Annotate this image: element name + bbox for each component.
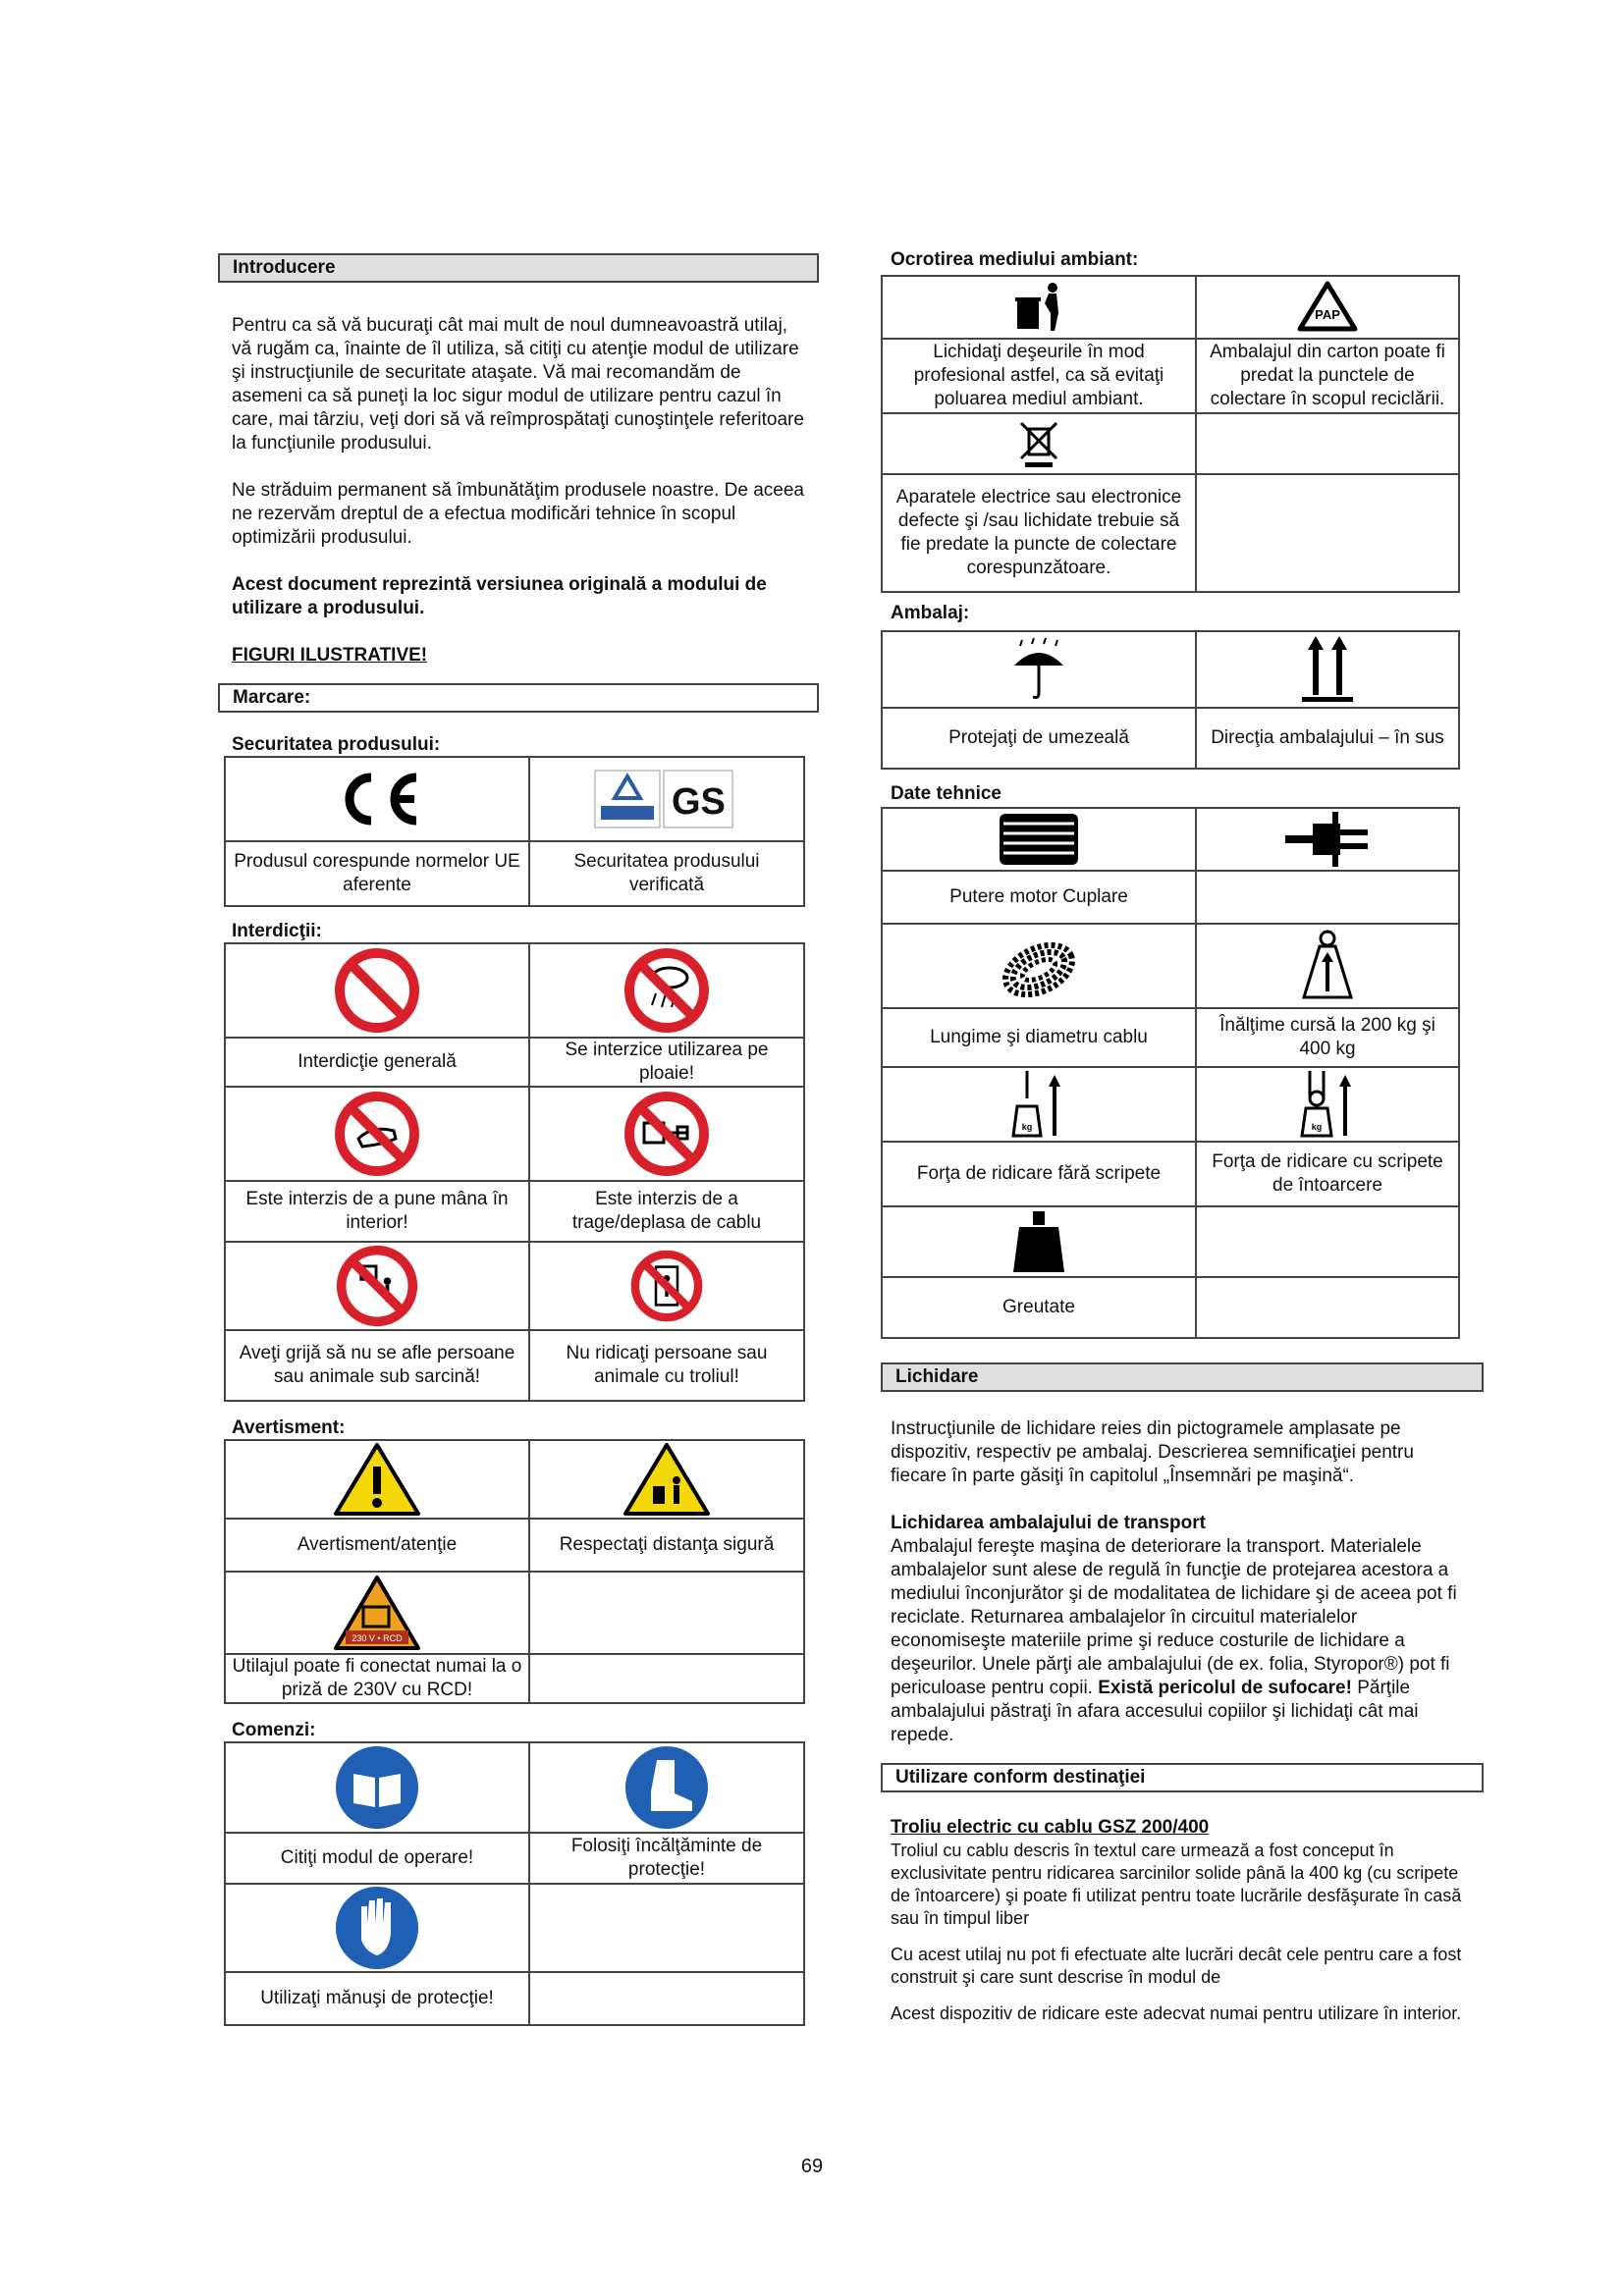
pap-cell [1196,276,1459,339]
left-column [218,253,819,2026]
umbrella-icon [1008,636,1069,703]
empty-cell [1196,1206,1459,1277]
lift-force-pulley-cell [1196,1067,1459,1142]
rcd-warning-cell [225,1572,529,1654]
securitate-title: Securitatea produsului: [232,734,441,755]
lift-height-cell [1196,924,1459,1008]
general-prohibition-label: Interdicţie generală [225,1038,529,1087]
weee-label: Aparatele electrice sau electronice defecte şi /sau lichidate trebuie să fie predate la puncte de colectare corespunzătoare. [882,474,1196,592]
tuv-label: Securitatea produsului verificată [529,841,804,906]
lichidare-header: Lichidare [881,1362,1484,1392]
motor-icon [994,810,1084,869]
plug-cell [1196,808,1459,871]
safe-distance-icon [622,1441,712,1518]
crossed-bin-icon [1017,419,1060,468]
read-manual-cell [225,1742,529,1833]
empty-cell [529,1572,804,1654]
gloves-label: Utilizaţi mănuşi de protecţie! [225,1972,529,2025]
no-persons-under-load-label: Aveţi grijă să nu se afle persoane sau animale sub sarcină! [225,1330,529,1401]
no-hand-cell [225,1087,529,1181]
ambalaj-transport-text-2: Părţile ambalajului păstraţi în afara accesului copiilor şi lichidaţi cât mai repede. [891,1678,1419,1745]
empty-cell [1196,871,1459,924]
no-persons-under-load-cell [225,1242,529,1330]
cable-coil-icon [995,927,1083,1005]
read-manual-label: Citiţi modul de operare! [225,1833,529,1884]
empty-cell [1196,474,1459,592]
lift-height-icon [1298,929,1357,1003]
kg-text: kg [1021,1122,1033,1132]
interdictii-table [224,942,805,1402]
intro-paragraph-1: Pentru ca să vă bucuraţi cât mai mult de noul dumneavoastră utilaj, vă rugăm ca, înainte de îl utiliza, să citiţi cu atenţie modul de utilizare şi instrucţiunile de securitate ataşate. Vă mai recomandăm de asemeni ca să puneţi la loc sigur modul de utilizare pentru cazul în care, mai târziu, veţi dori să vă reîmprospătaţi cunoştinţele referitoare la funcţiunile produsului. [232,315,804,454]
warning-cell [225,1440,529,1519]
rcd-warning-icon [332,1574,422,1652]
pap-label: Ambalajul din carton poate fi predat la punctele de colectare în scopul reciclării. [1196,339,1459,413]
lichidare-paragraph: Instrucţiunile de lichidare reies din pictogramele amplasate pe dispozitiv, respectiv pe ambalaj. Descrierea semnificaţiei pentru fiecare în parte găsiţi în capitolul „Însemnări pe maşină“. [891,1418,1414,1486]
securitate-table [224,756,805,907]
no-pull-cable-icon [623,1090,711,1178]
plug-icon [1283,810,1372,869]
ambalaj-table [881,630,1460,770]
rcd-text: 230 V • RCD [352,1633,403,1643]
lift-height-label: Înălţime cursă la 200 kg şi 400 kg [1196,1008,1459,1067]
page-number: 69 [800,2156,824,2177]
no-pull-cable-cell [529,1087,804,1181]
empty-cell [529,1654,804,1703]
lift-force-pulley-label: Forţa de ridicare cu scripete de întoarcere [1196,1142,1459,1206]
ambalaj-title: Ambalaj: [891,603,970,623]
waste-bin-person-icon [1011,280,1066,335]
empty-cell [1196,413,1459,474]
gloves-cell [225,1884,529,1972]
troliu-paragraph-2: Cu acest utilaj nu pot fi efectuate alte lucrări decât cele pentru care a fost construit şi care sunt descrise în modul de [891,1945,1462,1987]
protective-gloves-icon [334,1885,420,1971]
tuv-gs-cell [529,757,804,841]
utilizare-header: Utilizare conform destinaţiei [881,1763,1484,1792]
mediu-table [881,275,1460,593]
weight-icon [1011,1209,1066,1274]
ambalaj-transport-paragraph [891,1535,1474,1747]
intro-header: Introducere [218,253,819,283]
this-way-up-cell [1196,631,1459,708]
ce-mark-cell [225,757,529,841]
no-rain-cell [529,943,804,1038]
no-lift-persons-label: Nu ridicaţi persoane sau animale cu troliul! [529,1330,804,1401]
intro-paragraph-3: Acest document reprezintă versiunea originală a modului de utilizare a produsului. [232,574,767,618]
read-manual-icon [334,1744,420,1831]
date-tehnice-table [881,807,1460,1339]
no-hand-inside-icon [333,1090,421,1178]
lift-force-icon [1009,1069,1068,1140]
general-prohibition-cell [225,943,529,1038]
comenzi-title: Comenzi: [232,1720,316,1740]
keep-dry-label: Protejaţi de umezeală [882,708,1196,769]
ce-mark-icon [332,770,422,828]
weight-label: Greutate [882,1277,1196,1338]
general-prohibition-icon [333,946,421,1035]
avertisment-table [224,1439,805,1704]
warning-icon [332,1441,422,1518]
this-way-up-label: Direcţia ambalajului – în sus [1196,708,1459,769]
rcd-warning-label: Utilajul poate fi conectat numai la o priză de 230V cu RCD! [225,1654,529,1703]
cable-label: Lungime şi diametru cablu [882,1008,1196,1067]
ambalaj-transport-title: Lichidarea ambalajului de transport [891,1513,1206,1533]
lift-force-label: Forţa de ridicare fără scripete [882,1142,1196,1206]
keep-dry-cell [882,631,1196,708]
motor-label: Putere motor Cuplare [882,871,1196,924]
this-way-up-icon [1298,634,1357,705]
intro-paragraph-2: Ne străduim permanent să îmbunătăţim produsele noastre. De aceea ne rezervăm dreptul de a efectua modificări tehnice în scopul optimizării produsului. [232,480,804,548]
empty-cell [529,1972,804,2025]
troliu-paragraph-1: Troliul cu cablu descris în textul care urmează a fost conceput în exclusivitate pentru ridicarea sarcinilor solide până la 400 kg (cu scripete de întoarcere) şi poate fi utilizat pentru toate lucrările desfăşurate în casă sau în timpul liber [891,1841,1462,1928]
safety-boots-icon [623,1744,710,1831]
mediu-title: Ocrotirea mediului ambiant: [891,249,1139,270]
cable-cell [882,924,1196,1008]
comenzi-table [224,1741,805,2026]
marcare-header: Marcare: [218,683,819,713]
pap-text: PAP [1315,307,1340,322]
motor-cell [882,808,1196,871]
kg-text: kg [1311,1122,1323,1132]
empty-cell [1196,1277,1459,1338]
svg-text:GS: GS [672,781,726,823]
troliu-title: Troliu electric cu cablu GSZ 200/400 [891,1817,1210,1838]
waste-bin-cell [882,276,1196,339]
avertisment-title: Avertisment: [232,1417,346,1438]
empty-cell [529,1884,804,1972]
sufocare-warning: Există pericolul de sufocare! [1098,1678,1352,1698]
safety-boots-label: Folosiţi încălţăminte de protecţie! [529,1833,804,1884]
figuri-ilustrative: FIGURI ILUSTRATIVE! [232,645,428,666]
lift-force-cell [882,1067,1196,1142]
tuv-gs-icon [593,767,740,831]
weight-cell [882,1206,1196,1277]
lift-force-pulley-icon [1298,1069,1357,1140]
no-pull-cable-label: Este interzis de a trage/deplasa de cablu [529,1181,804,1242]
date-tehnice-title: Date tehnice [891,783,1001,804]
safety-boots-cell [529,1742,804,1833]
safe-distance-cell [529,1440,804,1519]
no-lift-persons-cell [529,1242,804,1330]
warning-label: Avertisment/atenţie [225,1519,529,1572]
waste-label: Lichidaţi deşeurile în mod profesional astfel, ca să evitaţi poluarea mediul ambiant. [882,339,1196,413]
interdictii-title: Interdicţii: [232,921,322,941]
right-column [881,249,1484,2025]
pap-recycle-icon [1296,280,1359,335]
safe-distance-label: Respectaţi distanţa sigură [529,1519,804,1572]
no-hand-label: Este interzis de a pune mâna în interior! [225,1181,529,1242]
no-lift-persons-icon [629,1249,704,1323]
no-rain-icon [623,946,711,1035]
troliu-paragraph-3: Acest dispozitiv de ridicare este adecvat numai pentru utilizare în interior. [891,2003,1462,2023]
no-persons-under-load-icon [335,1244,419,1328]
ce-label: Produsul corespunde normelor UE aferente [225,841,529,906]
ambalaj-transport-text: Ambalajul fereşte maşina de deteriorare la transport. Materialele ambalajelor sunt alese de regulă în funcţie de protejarea acestora a mediului înconjurător şi de modalitatea de lichidare şi de aceea pot fi reciclate. Returnarea ambalajelor în circuitul materialelor economiseşte materiile prime şi reduce costurile de lichidare a deşeurilor. Unele părţi ale ambalajului (de ex. folia, Styropor®) pot fi periculoase pentru copii. [891,1536,1457,1698]
weee-cell [882,413,1196,474]
no-rain-label: Se interzice utilizarea pe ploaie! [529,1038,804,1087]
